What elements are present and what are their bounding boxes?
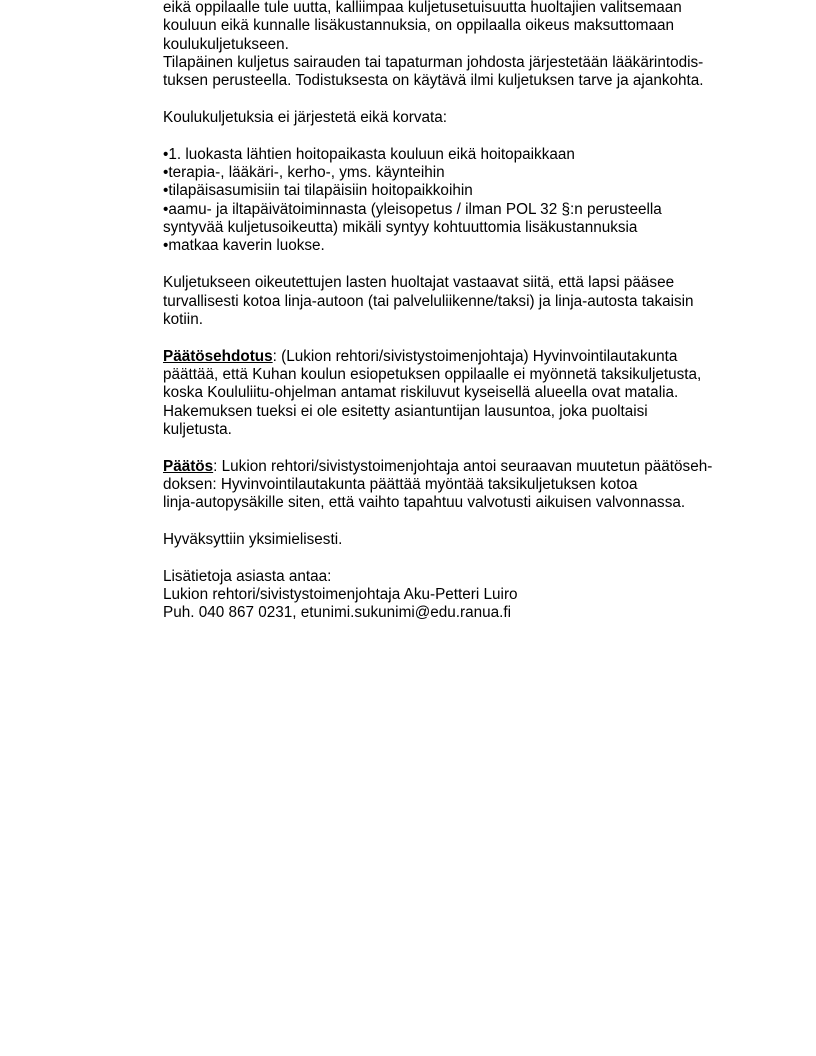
- list-item: •aamu- ja iltapäivätoiminnasta (yleisopetus / ilman POL 32 §:n perusteella: [163, 200, 662, 218]
- decision-label: Päätös: [163, 457, 214, 475]
- text-line: koska Koululiitu-ohjelman antamat riskiluvut kyseisellä alueella ovat matalia.: [163, 384, 679, 402]
- list-item: syntyvää kuljetusoikeutta) mikäli syntyy kohtuuttomia lisäkustannuksia: [163, 219, 638, 237]
- not-arranged-heading: Koulukuljetuksia ei järjestetä eikä korvata:: [163, 109, 447, 127]
- text-line: Kuljetukseen oikeutettujen lasten huoltajat vastaavat siitä, että lapsi pääsee: [163, 274, 675, 292]
- list-item: •1. luokasta lähtien hoitopaikasta kouluun eikä hoitopaikkaan: [163, 145, 575, 163]
- text-line: eikä oppilaalle tule uutta, kalliimpaa kuljetusetuisuutta huoltajien valitsemaan: [163, 0, 682, 16]
- text-line: turvallisesti kotoa linja-autoon (tai palveluliikenne/taksi) ja linja-autosta takaisin: [163, 292, 694, 310]
- contact-block: [163, 568, 763, 623]
- text-line: tuksen perusteella. Todistuksesta on käytävä ilmi kuljetuksen tarve ja ajankohta.: [163, 72, 704, 90]
- document-body: [163, 0, 763, 623]
- list-item: •matkaa kaverin luokse.: [163, 237, 325, 255]
- bullet-list: [163, 146, 763, 256]
- text-line: kuljetusta.: [163, 420, 232, 438]
- text-line: : (Lukion rehtori/sivistystoimenjohtaja) Hyvinvointilautakunta: [272, 347, 678, 365]
- continuation-paragraph: [163, 0, 763, 91]
- proposal-paragraph: [163, 348, 763, 440]
- text-line: Hakemuksen tueksi ei ole esitetty asiantuntijan lausuntoa, joka puoltaisi: [163, 402, 648, 420]
- text-line: Lisätietoja asiasta antaa:: [163, 567, 332, 585]
- text-line: kouluun eikä kunnalle lisäkustannuksia, on oppilaalla oikeus maksuttomaan: [163, 17, 675, 35]
- text-line: Lukion rehtori/sivistystoimenjohtaja Aku-Petteri Luiro: [163, 586, 518, 603]
- guardians-paragraph: [163, 274, 763, 329]
- text-line: linja-autopysäkille siten, että vaihto tapahtuu valvotusti aikuisen valvonnassa.: [163, 494, 686, 512]
- text-line: koulukuljetukseen.: [163, 35, 289, 53]
- text-line: : Lukion rehtori/sivistystoimenjohtaja antoi seuraavan muutetun päätöseh-: [213, 457, 713, 475]
- text-line: Puh. 040 867 0231, etunimi.sukunimi@edu.ranua.fi: [163, 604, 512, 622]
- list-item: •tilapäisasumisiin tai tilapäisiin hoitopaikkoihin: [163, 182, 473, 200]
- decision-paragraph: [163, 458, 763, 513]
- list-item: •terapia-, lääkäri-, kerho-, yms. käynteihin: [163, 164, 445, 182]
- proposal-label: Päätösehdotus: [163, 347, 273, 365]
- text-line: kotiin.: [163, 310, 203, 328]
- text-line: doksen: Hyvinvointilautakunta päättää myöntää taksikuljetuksen kotoa: [163, 475, 638, 493]
- text-line: Tilapäinen kuljetus sairauden tai tapaturman johdosta järjestetään lääkärintodis-: [163, 54, 704, 72]
- approved-text: Hyväksyttiin yksimielisesti.: [163, 530, 343, 548]
- text-line: päättää, että Kuhan koulun esiopetuksen oppilaalle ei myönnetä taksikuljetusta,: [163, 365, 702, 383]
